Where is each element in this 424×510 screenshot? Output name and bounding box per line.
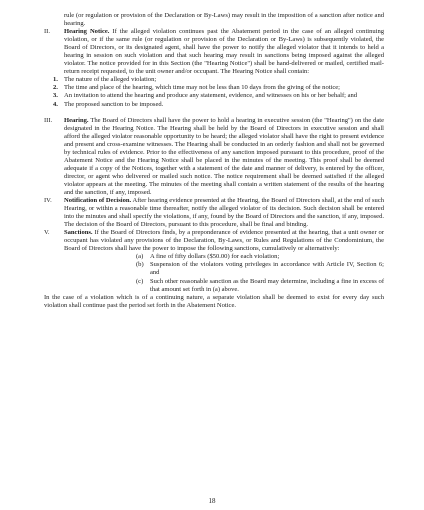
section-body: After hearing evidence presented at the Hearing, the Board of Directors shall, at the end of such Hearing, or within a reasonable time thereafter, notify the alleged violator of its decision. Such decision shall be entered into the minutes and shall specify the violations, if any, found by the Board of Directors and the sanction, if any, imposed. The decision of the Board of Directors, pursuant to this procedure, shall be final and binding. — [64, 197, 384, 229]
list-item — [136, 261, 384, 277]
section-heading: Notification of Decision. — [64, 197, 132, 205]
list-item-text: An invitation to attend the hearing and produce any statement, evidence, and witnesses on his or her behalf; and — [64, 92, 358, 100]
list-item — [53, 92, 384, 100]
section-body: If the alleged violation continues past the Abatement period in the case of an alleged continuing violation, or if the same rule (or regulation or provision of the Declaration or By-Laws) is subsequently violated, the Board of Directors, or its designated agent, shall have the power to notify the alleged violator that it intends to held a hearing in session on such violation and that such hearing may result in sanctions being imposed against the alleged violator. The notice provided for in this Section (the "Hearing Notice") shall be hand-delivered or mailed, certified mail-return receipt requested, to the unit owner and/or occupant. The Hearing Notice shall contain: — [64, 28, 384, 76]
list-item — [53, 101, 384, 109]
list-item-text: Suspension of the violators voting privileges in accordance with Article IV, Section 6; and — [150, 261, 384, 277]
section-numeral: II. — [44, 28, 50, 36]
section-heading: Hearing. — [64, 116, 89, 124]
section-hearing-notice — [44, 28, 384, 76]
section-numeral: V. — [44, 229, 50, 237]
list-item — [53, 84, 384, 92]
section-paragraph — [64, 28, 384, 76]
list-item-text: The time and place of the hearing, which time may not be less than 10 days from the giving of the notice; — [64, 84, 340, 92]
list-item-number: 4. — [53, 100, 58, 108]
section-notification-of-decision — [44, 197, 384, 229]
list-item-number: 2. — [53, 84, 58, 92]
section-body: The Board of Directors shall have the power to hold a hearing in executive session (the "Hearing") on the date designated in the Hearing Notice. The Hearing shall be held by the Board of Directors in executive session and shall afford the alleged violator reasonable opportunity to be heard; the alleged violator shall have the right to present evidence and present and cross-examine witnesses. The Hearing shall be conducted in an orderly fashion and shall not be governed by technical rules of evidence. Prior to the effectiveness of any sanction imposed pursuant to this procedure, proof of the Abatement Notice and the Hearing Notice shall be placed in the minutes of the meeting. This proof shall be deemed adequate if a copy of the Notices, together with a statement of the date and manner of delivery, is entered by the officer, director, or agent who delivered or mailed such notice. The notice requirement shall be deemed satisfied if the alleged violator appears at the meeting. The minutes of the meeting shall contain a written statement of the results of the hearing and the sanction, if any, imposed. — [64, 116, 384, 196]
section-paragraph — [64, 229, 384, 253]
continuation-paragraph: rule (or regulation or provision of the Declaration or By-Laws) may result in the imposition of a sanction after notice and hearing. — [64, 12, 384, 28]
list-item-number: 3. — [53, 92, 58, 100]
list-item-letter: (c) — [136, 277, 144, 285]
section-hearing — [44, 117, 384, 197]
list-item — [53, 76, 384, 84]
list-item-letter: (b) — [136, 261, 144, 269]
list-item-text: The nature of the alleged violation; — [64, 76, 157, 84]
list-item — [136, 278, 384, 294]
list-item-text: The proposed sanction to be imposed. — [64, 100, 164, 108]
list-item-number: 1. — [53, 76, 58, 84]
section-numeral: III. — [44, 116, 53, 124]
section-heading: Hearing Notice. — [64, 28, 110, 36]
list-item-text: Such other reasonable sanction as the Board may determine, including a fine in excess of that amount set forth in (a) above. — [150, 277, 384, 293]
section-paragraph — [64, 197, 384, 229]
hearing-notice-contents-list — [44, 76, 384, 108]
section-heading: Sanctions. — [64, 229, 93, 237]
list-item-letter: (a) — [136, 253, 144, 261]
list-item — [136, 253, 384, 261]
section-paragraph — [64, 117, 384, 197]
sanctions-list — [44, 253, 384, 293]
closing-paragraph: In the case of a violation which is of a continuing nature, a separate violation shall be deemed to exist for every day such violation shall continue past the period set forth in the Abatement Notice. — [44, 293, 384, 309]
page-number: 18 — [208, 497, 216, 505]
section-sanctions — [44, 229, 384, 253]
list-item-text: A fine of fifty dollars ($50.00) for each violation; — [150, 253, 280, 261]
section-numeral: IV. — [44, 197, 52, 205]
section-body: If the Board of Directors finds, by a preponderance of evidence presented at the hearing, that a unit owner or occupant has violated any provisions of the Declaration, By-Laws, or Rules and Regulations of the Condominium, the Board of Directors shall have the power to impose the following sanctions, cumulatively or alternatively: — [64, 229, 384, 253]
